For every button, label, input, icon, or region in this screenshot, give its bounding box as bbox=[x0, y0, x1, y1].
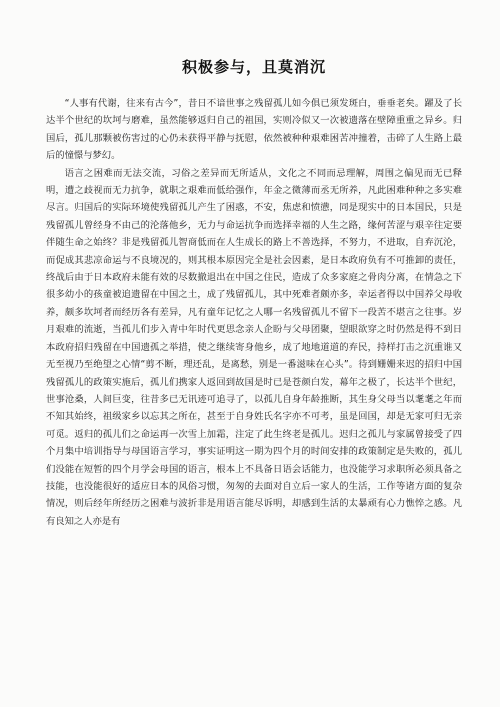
paragraph-2: 语言之困难而无法交流，习俗之差异而无所适从，文化之不同而忌理解，周围之偏见而无已释明，遭之歧视而无力抗争，就职之艰难而低给强作，年金之微薄而丞无所养，凡此困难种种之多实难尽言。归国后的实际环境使残留孤儿产生了困惑，不安，焦虑和愤懑，同是现实中的日本国民，只是残留孤儿曾经身不由己的沦落他乡，无力与命运抗争而选择幸福的人生之路，缘何苦涩与艰辛往定要伴随生命之始终？非是残留孤儿智商低而在人生成长的路上不善选择，不努力，不进取，自弃沉沦，而促成其悲凉命运与不良境况的，则其根本原因完全是社会因素，是日本政府负有不可推卸的责任，终战后由于日本政府未能有效的尽数撤退出在中国之住民，造成了众多家庭之骨肉分离，在情急之下很多幼小的孩童被追遗留在中国之土，成了残留孤儿，其中死难者颇亦多，幸运者得以中国养父母收养，颇多坎坷者而经历各有差异，凡有童年记忆之人哪一名残留孤儿不留下一段苦不堪言之往事。岁月艰难的流逝，当孤儿们步入青中年时代更思念亲人企盼与父母团聚，望眼欲穿之时仍然是得不到日本政府招归残留在中国遗孤之举措，使之继续寄身他乡，成了地地道道的弃民，持样打击之沉重谁又无至视乃至绝望之心情“剪不断，理还乱，是离愁，别是一番滋味在心头”。待到姗姗来迟的招归中国残留孤儿的政策实施后，孤儿们携家人返回到故国是时已是苍颜白发，幕年之极了，长达半个世纪，世事沧桑，人间巨变，往昔多已无讯迹可追寻了，以孤儿自身年龄推断，其生身父母当以耄耄之年而不知其始终，祖级家乡以忘其之所在，甚至于自身姓氏名字亦不可考，虽是回国，却是无家可归无亲可觅。返归的孤儿们之命运再一次雪上加霜，注定了此生终老是孤儿。迟归之孤儿与家属曾接受了四个月集中培训指导与母国语言学习，事实证明这一期为四个月的时间安排的政策制定是失败的，孤儿们没能在短暂的四个月学会母国的语言，根本上不具备日语会话能力，也没能学习求职所必须具备之技能，也没能很好的适应日本的风俗习惯，匆匆的去面对自立后一家人的生活，工作等诸方面的复杂情况，则后经年所经历之困难与波折非是用语言能尽诉明，却感到生活的太暴顽有心力憔悴之感。凡有良知之人亦是有 bbox=[46, 167, 462, 527]
document-title: 积极参与，且莫消沉 bbox=[181, 58, 326, 76]
paragraph-1: “人事有代谢，往来有古今”，昔日不谙世事之残留孤儿如今俱已须发斑白，垂垂老矣。躍及了长达半个世纪的坎坷与磨难，虽然能够返归自己的祖国，实则冷似又一次被遗落在壁障重重之异乡。归国后，孤儿那颗被伤害过的心仍未获得平静与抚慰，依然被种种艰难困苦冲撞着，击碎了人生路上最后的憧憬与梦幻。 bbox=[46, 98, 462, 162]
